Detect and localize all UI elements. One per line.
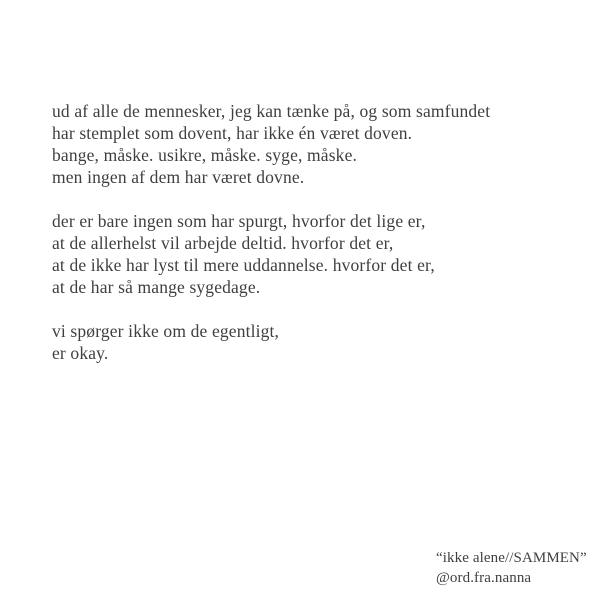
poem-line: bange, måske. usikre, måske. syge, måske. [52, 145, 358, 165]
author-handle: @ord.fra.nanna [436, 570, 532, 586]
poem-line: ud af alle de mennesker, jeg kan tænke på, og som samfundet [52, 101, 491, 121]
poem-stanza-3 [52, 320, 490, 364]
quote-source-title: “ikke alene//SAMMEN” [436, 550, 587, 566]
attribution [436, 548, 587, 588]
poem-line: at de ikke har lyst til mere uddannelse. hvorfor det er, [52, 255, 435, 275]
poem-line: der er bare ingen som har spurgt, hvorfor det lige er, [52, 211, 426, 231]
poem-line: at de allerhelst vil arbejde deltid. hvorfor det er, [52, 233, 394, 253]
poem-line: er okay. [52, 343, 109, 363]
poem-text [52, 100, 490, 364]
poem-stanza-1 [52, 100, 490, 188]
poem-line: vi spørger ikke om de egentligt, [52, 321, 280, 341]
poem-line: men ingen af dem har været dovne. [52, 167, 305, 187]
poem-stanza-2 [52, 210, 490, 298]
poem-line: at de har så mange sygedage. [52, 277, 261, 297]
poem-line: har stemplet som dovent, har ikke én været doven. [52, 123, 413, 143]
